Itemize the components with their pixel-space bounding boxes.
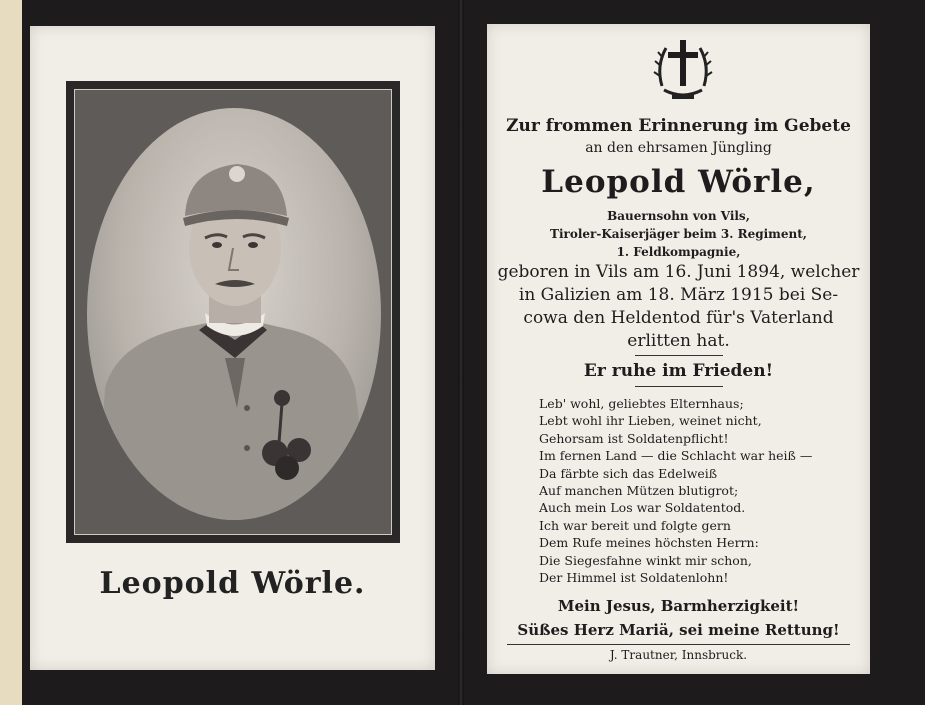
poem-line: Da färbte sich das Edelweiß [539,465,718,481]
card-fold [458,0,464,705]
bio-line-4: erlitten hat. [627,331,730,351]
poem [539,395,859,586]
divider [635,355,723,356]
prayer-line-1: Mein Jesus, Barmherzigkeit! [557,597,800,615]
printer-credit: J. Trautner, Innsbruck. [609,648,748,662]
poem-line: Die Siegesfahne winkt mir schon, [539,552,752,568]
heading-line-1: Zur frommen Erinnerung im Gebete [506,116,851,136]
right-card [487,24,870,674]
soldier-portrait-icon [87,108,381,520]
poem-line: Im fernen Land — die Schlacht war heiß — [539,448,813,464]
poem-line: Auf manchen Mützen blutigrot; [539,483,739,499]
cross-with-wreath-icon [652,36,714,102]
divider [635,386,723,387]
poem-line: Der Himmel ist Soldatenlohn! [539,570,729,586]
heading-line-2: an den ehrsamen Jüngling [585,140,772,156]
prayer-line-2: Süßes Herz Mariä, sei meine Rettung! [517,621,840,639]
portrait-photo [87,108,381,520]
left-card [30,26,435,670]
divider [507,644,850,645]
bio-line-2: in Galizien am 18. März 1915 bei Se- [518,285,839,305]
photo-inner-border [74,89,392,535]
poem-line: Leb' wohl, geliebtes Elternhaus; [539,396,744,411]
bio-line-3: cowa den Heldentod für's Vaterland [523,308,834,328]
rest-in-peace-line: Er ruhe im Frieden! [583,361,774,381]
subtitle-line-3: 1. Feldkompagnie, [616,245,741,259]
poem-line: Auch mein Los war Soldatentod. [539,500,746,516]
poem-line: Gehorsam ist Soldatenpflicht! [539,430,729,446]
poem-line: Ich war bereit und folgte gern [539,517,731,533]
bio-line-1: geboren in Vils am 16. Juni 1894, welcher [497,262,860,282]
photo-frame [66,81,400,543]
subtitle-line-1: Bauernsohn von Vils, [607,209,750,223]
poem-line: Lebt wohl ihr Lieben, weinet nicht, [539,413,762,429]
name-caption: Leopold Wörle. [99,566,366,601]
deceased-name: Leopold Wörle, [541,164,816,200]
poem-line: Dem Rufe meines höchsten Herrn: [539,535,759,551]
subtitle-line-2: Tiroler-Kaiserjäger beim 3. Regiment, [550,227,807,241]
